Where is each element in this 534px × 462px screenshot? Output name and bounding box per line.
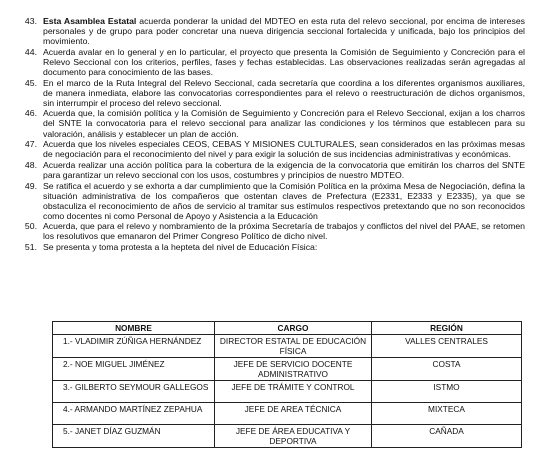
resolution-text [43, 181, 525, 221]
resolution-number: 48. [24, 159, 37, 170]
resolution-text [43, 108, 525, 138]
resolution-item [10, 139, 525, 159]
resolution-text [43, 139, 525, 159]
resolution-body: acuerda ponderar la unidad del MDTEO en esta ruta del relevo seccional, por encima de intereses personales y de grupo para poder concretar una nueva dirigencia seccional fortalecida y unificada, bajo los principios del movimiento. [43, 16, 526, 47]
resolution-number: 47. [24, 139, 37, 150]
cell-nombre: 4.- ARMANDO MARTÍNEZ ZEPAHUA [53, 403, 215, 425]
resolution-number: 43. [24, 16, 37, 26]
column-header-cargo: CARGO [215, 322, 372, 335]
cell-region: MIXTECA [372, 403, 522, 425]
resolution-item [10, 242, 525, 252]
column-header-region: REGIÓN [372, 322, 522, 335]
resolution-item [10, 108, 525, 138]
cell-cargo: JEFE DE TRÁMITE Y CONTROL [215, 381, 372, 403]
resolution-item [10, 16, 525, 46]
resolution-body: Se presenta y toma protesta a la hepteta del nivel de Educación Física: [43, 242, 318, 253]
table-row [53, 425, 522, 448]
resolution-body: Acuerda, que para el relevo y nombramiento de la próxima Secretaría de trabajos y conflictos del nivel del PAAE, se retomen los resolutivos que emanaron del Primer Congreso Político de dicho nivel. [43, 221, 525, 242]
cell-cargo: JEFE DE SERVICIO DOCENTE ADMINISTRATIVO [215, 358, 372, 381]
resolution-item [10, 221, 525, 241]
table-header-row [53, 322, 522, 335]
resolution-number: 51. [24, 242, 37, 253]
resolution-text [43, 78, 525, 108]
cell-region: VALLES CENTRALES [372, 335, 522, 358]
resolution-body: En el marco de la Ruta Integral del Relevo Seccional, cada secretaría que coordina a los diferentes organismos auxiliares, de manera inmediata, elabore las convocatorias correspondientes para el relevo o reestructuración de dichos organismos, sin interrumpir el proceso del relevo seccional. [43, 77, 525, 108]
resolution-number: 45. [24, 77, 37, 88]
cell-region: CAÑADA [372, 425, 522, 448]
cell-nombre: 5.- JANET DÍAZ GUZMÁN [53, 425, 215, 448]
cell-region: ISTMO [372, 381, 522, 403]
resolution-text [43, 16, 525, 46]
table-row [53, 381, 522, 403]
cell-region: COSTA [372, 358, 522, 381]
cell-cargo: DIRECTOR ESTATAL DE EDUCACIÓN FÍSICA [215, 335, 372, 358]
resolution-text [43, 221, 525, 241]
table-row [53, 358, 522, 381]
resolution-number: 49. [24, 180, 37, 191]
resolution-text [43, 242, 525, 252]
cell-nombre: 1.- VLADIMIR ZÚÑIGA HERNÁNDEZ [53, 335, 215, 358]
resolution-item [10, 47, 525, 77]
resolution-item [10, 78, 525, 108]
resolution-item [10, 181, 525, 221]
resolution-text [43, 160, 525, 180]
resolution-body: Acuerda que, la comisión política y la Comisión de Seguimiento y Concreción para el Relevo Seccional, exijan a los charros del SNTE la convocatoria para el relevo seccional para analizar las condiciones y los términos que establecen para su valoración, análisis y establecer un plan de acción. [43, 108, 525, 139]
cell-cargo: JEFE DE ÁREA EDUCATIVA Y DEPORTIVA [215, 425, 372, 448]
resolution-body: Acuerda que los niveles especiales CEOS, CEBAS Y MISIONES CULTURALES, sean considerados en las próximas mesas de negociación para el reconocimiento del nivel y para exigir la solución de sus incidencias administrativas y económicas. [43, 139, 525, 160]
cell-cargo: JEFE DE AREA TÉCNICA [215, 403, 372, 425]
resolution-lead: Esta Asamblea Estatal [43, 16, 137, 26]
table-row [53, 335, 522, 358]
resolution-number: 44. [24, 46, 37, 57]
cell-nombre: 3.- GILBERTO SEYMOUR GALLEGOS [53, 381, 215, 403]
resolution-body: Acuerda realizar una acción política para la cobertura de la exigencia de la convocatoria que emitirán los charros del SNTE para garantizar un relevo seccional con los usos, costumbres y principios de nuestro MDTEO. [43, 159, 525, 180]
resolution-item [10, 160, 525, 180]
resolution-body: Se ratifica el acuerdo y se exhorta a dar cumplimiento que la Comisión Política en la próxima Mesa de Negociación, defina la situación administrativa de los compañeros que ostentan claves de Prefectura (E2331, E2333 y E2335), ya que se obstaculiza el reconocimiento de años de servicio al tramitar sus estímulos respectivos pretextando que no son reconocidos como docentes ni como Personal de Apoyo y Asistencia a la Educación [43, 180, 525, 221]
resolution-number: 50. [24, 221, 37, 232]
resolution-text [43, 47, 525, 77]
resolution-list [10, 16, 525, 253]
column-header-nombre: NOMBRE [53, 322, 215, 335]
resolution-body: Acuerda avalar en lo general y en lo particular, el proyecto que presenta la Comisión de Seguimiento y Concreción para el Relevo Seccional con los criterios, perfiles, fases y fechas establecidas. Las observaciones realizadas serán agregadas al documento para conocimiento de las bases. [43, 46, 525, 77]
resolution-number: 46. [24, 108, 37, 119]
table-row [53, 403, 522, 425]
hepteta-table [52, 321, 522, 448]
cell-nombre: 2.- NOE MIGUEL JIMÉNEZ [53, 358, 215, 381]
